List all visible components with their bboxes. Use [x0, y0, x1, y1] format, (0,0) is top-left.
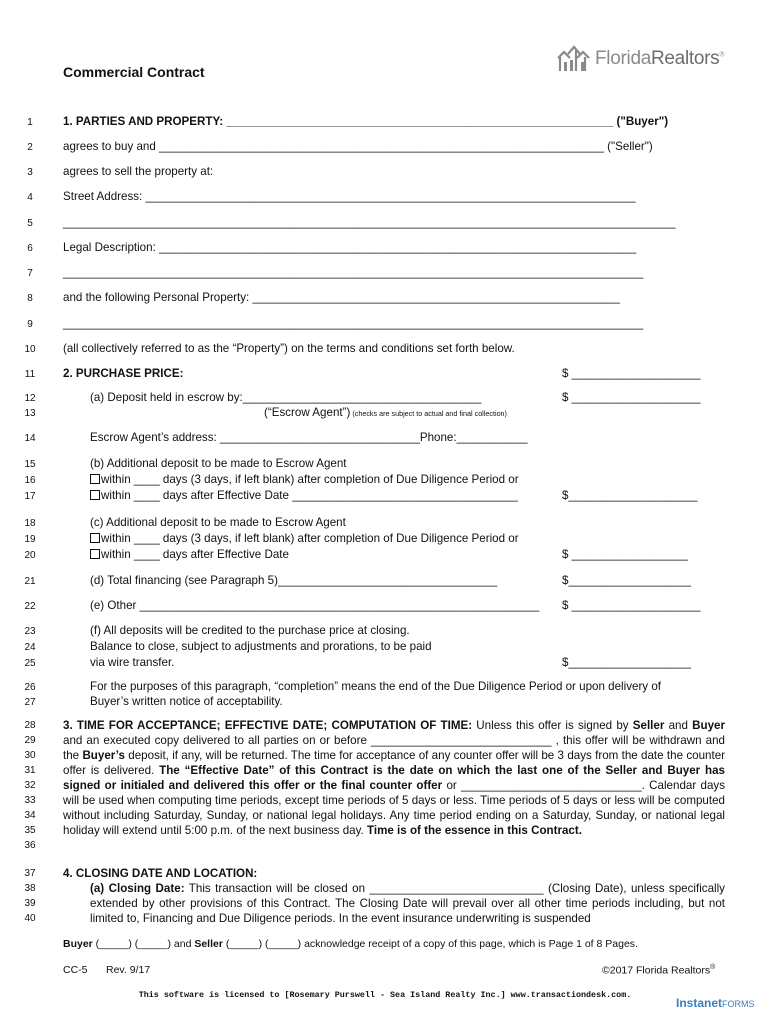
personal-property-field[interactable]: and the following Personal Property: _________________________________________________________	[63, 291, 621, 304]
escrow-agent-label: (“Escrow Agent”)	[264, 406, 351, 419]
copyright-text: ©2017 Florida Realtors	[602, 964, 711, 977]
total-financing-field[interactable]: (d) Total financing (see Paragraph 5)__________________________________	[90, 574, 498, 587]
line-number: 18	[24, 518, 36, 529]
line-text: Balance to close, subject to adjustments and prorations, to be paid	[90, 640, 432, 653]
closing-date-text[interactable]: This transaction will be closed on ___________________________ (Closing Date), unless specifically extended by other provisions of this Contract. The Closing Date will prevail over all other time periods including, but not limited to, Financing and Due Diligence periods. In the event insurance underwriting is suspended	[90, 882, 725, 925]
logo-word-realtors: Realtors	[650, 48, 720, 69]
line-number: 29	[24, 735, 36, 746]
logo-wordmark	[595, 48, 724, 70]
street-address-field[interactable]: Street Address: ____________________________________________________________________________	[63, 190, 636, 203]
line-number: 9	[27, 319, 33, 330]
escrow-note: (checks are subject to actual and final collection)	[350, 409, 507, 418]
checkbox[interactable]	[90, 533, 100, 543]
line-text: via wire transfer.	[90, 656, 175, 669]
escrow-holder-field[interactable]: (a) Deposit held in escrow by:_____________________________________	[90, 391, 482, 404]
initials-line	[63, 938, 638, 950]
purchase-price-amount-field[interactable]: $ ____________________	[562, 367, 701, 380]
line-number: 23	[24, 626, 36, 637]
line-number: 25	[24, 658, 36, 669]
line-number: 5	[27, 218, 33, 229]
line-number: 34	[24, 810, 36, 821]
line-number: 39	[24, 898, 36, 909]
section3-buyers: Buyer’s	[82, 749, 125, 762]
section3-heading: 3. TIME FOR ACCEPTANCE; EFFECTIVE DATE; COMPUTATION OF TIME:	[63, 719, 473, 732]
buyer-label: Buyer	[63, 938, 93, 950]
instanet-forms-logo	[676, 996, 755, 1010]
line-number: 7	[27, 268, 33, 279]
line-number: 22	[24, 601, 36, 612]
line-number: 35	[24, 825, 36, 836]
line-number: 40	[24, 913, 36, 924]
personal-property-continued-field[interactable]: __________________________________________________________________________________________	[63, 317, 644, 330]
florida-realtors-logo	[555, 44, 730, 76]
other-field[interactable]: (e) Other ______________________________________________________________	[90, 599, 540, 612]
line-number: 38	[24, 883, 36, 894]
line-number: 17	[24, 491, 36, 502]
section3-text: deposit, if any, will be returned. The time for acceptance of any counter offer will be 3 days from the date the counter offer is delivered.	[63, 749, 725, 777]
line-number: 10	[24, 344, 36, 355]
section3-essence: Time is of the essence in this Contract.	[366, 824, 582, 837]
address-continued-field[interactable]: _______________________________________________________________________________________________	[63, 216, 676, 229]
line-number: 21	[24, 576, 36, 587]
section3-text: and an executed copy delivered to all parties on or before ____________________________ , this offer will be withdrawn and the	[63, 734, 725, 762]
legal-description-continued-field[interactable]: __________________________________________________________________________________________	[63, 266, 644, 279]
checkbox[interactable]	[90, 549, 100, 559]
additional-deposit-c-amount-field[interactable]: $ __________________	[562, 548, 688, 561]
line-number: 2	[27, 142, 33, 153]
copyright-registered-mark: ®	[710, 964, 716, 971]
line-number: 37	[24, 868, 36, 879]
revision: Rev. 9/17	[106, 964, 151, 976]
line-number: 36	[24, 840, 36, 851]
deposit-amount-field[interactable]: $ ____________________	[562, 391, 701, 404]
line-text: (all collectively referred to as the “Property”) on the terms and conditions set forth below.	[63, 342, 515, 355]
line-text: For the purposes of this paragraph, “completion” means the end of the Due Diligence Period or upon delivery of	[90, 680, 661, 693]
line-number: 32	[24, 780, 36, 791]
line-text: (f) All deposits will be credited to the purchase price at closing.	[90, 624, 410, 637]
line-number: 30	[24, 750, 36, 761]
escrow-address-field[interactable]: Escrow Agent’s address: _______________________________Phone:___________	[90, 431, 528, 444]
section4-line-numbers	[20, 866, 40, 926]
line-number: 31	[24, 765, 36, 776]
page-title: Commercial Contract	[63, 64, 205, 80]
seller-field[interactable]: agrees to buy and _____________________________________________________________________ ("Seller")	[63, 140, 653, 153]
line-number: 26	[24, 682, 36, 693]
checkbox[interactable]	[90, 474, 100, 484]
logo-registered-mark: ®	[719, 51, 725, 59]
option-text: within ____ days after Effective Date ___________________________________	[101, 489, 518, 502]
additional-deposit-b-amount-field[interactable]: $____________________	[562, 489, 698, 502]
buyer-initials-field[interactable]: (_____) (_____) and	[92, 938, 195, 950]
line-number: 13	[24, 408, 36, 419]
purchase-price-heading: 2. PURCHASE PRICE:	[63, 367, 184, 380]
line-number: 20	[24, 550, 36, 561]
line-number: 27	[24, 697, 36, 708]
line-text: (b) Additional deposit to be made to Escrow Agent	[90, 457, 347, 470]
closing-date-label: (a) Closing Date:	[90, 882, 185, 895]
section3-line-numbers	[20, 718, 40, 853]
line-number: 8	[27, 293, 33, 304]
section3-effective-date: The “Effective Date” of this Contract is the date on which the last one of the Seller and Buyer has signed or initialed and delivered this offer or the final counter offer	[63, 764, 725, 792]
line-number: 28	[24, 720, 36, 731]
line-text: Buyer’s written notice of acceptability.	[90, 695, 283, 708]
line-number: 19	[24, 534, 36, 545]
checkbox[interactable]	[90, 490, 100, 500]
total-financing-amount-field[interactable]: $___________________	[562, 574, 691, 587]
line-number: 12	[24, 393, 36, 404]
line-number: 4	[27, 192, 33, 203]
line-number: 15	[24, 459, 36, 470]
section4-closing-date	[90, 881, 725, 926]
line-number: 3	[27, 167, 33, 178]
parties-field[interactable]: 1. PARTIES AND PROPERTY: ____________________________________________________________ ("Buyer")	[63, 115, 669, 128]
balance-amount-field[interactable]: $___________________	[562, 656, 691, 669]
houses-icon	[555, 44, 591, 74]
forms-word: FORMS	[722, 999, 755, 1009]
seller-label: Seller	[194, 938, 223, 950]
form-id: CC-5	[63, 964, 88, 976]
copyright	[602, 964, 715, 977]
line-text: (c) Additional deposit to be made to Escrow Agent	[90, 516, 346, 529]
line-number: 6	[27, 243, 33, 254]
section3-time-for-acceptance	[63, 718, 725, 838]
section4-heading: 4. CLOSING DATE AND LOCATION:	[63, 867, 258, 880]
section3-seller: Seller	[632, 719, 665, 732]
line-text: agrees to sell the property at:	[63, 165, 214, 178]
line-number: 11	[24, 369, 36, 380]
option-text: within ____ days (3 days, if left blank) after completion of Due Diligence Period or	[101, 532, 519, 545]
section3-buyer: Buyer	[692, 719, 725, 732]
section3-text: and	[664, 719, 693, 732]
license-notice: This software is licensed to [Rosemary Purswell - Sea Island Realty Inc.] www.transactiondesk.com.	[138, 990, 632, 1000]
option-text: within ____ days after Effective Date	[101, 548, 289, 561]
line-number: 1	[27, 117, 33, 128]
section3-text: or ____________________________. Calendar days will be used when computing time periods, except time periods of 5 days or less. Time periods of 5 days or less will be computed without including Saturday, Sunday, or national legal holidays. Any time period ending on a Saturday, Sunday, or national legal holiday will extend until 5:00 p.m. of the next business day.	[63, 779, 725, 837]
line-number: 33	[24, 795, 36, 806]
legal-description-field[interactable]: Legal Description: __________________________________________________________________________	[63, 241, 637, 254]
instanet-word: Instanet	[676, 996, 723, 1010]
line-number: 16	[24, 475, 36, 486]
line-number: 14	[24, 433, 36, 444]
seller-initials-field[interactable]: (_____) (_____) acknowledge receipt of a copy of this page, which is Page 1 of 8 Pages.	[222, 938, 638, 950]
section3-text: Unless this offer is signed by	[472, 719, 633, 732]
logo-word-florida: Florida	[595, 48, 651, 69]
line-number: 24	[24, 642, 36, 653]
option-text: within ____ days (3 days, if left blank) after completion of Due Diligence Period or	[101, 473, 519, 486]
other-amount-field[interactable]: $ ____________________	[562, 599, 701, 612]
